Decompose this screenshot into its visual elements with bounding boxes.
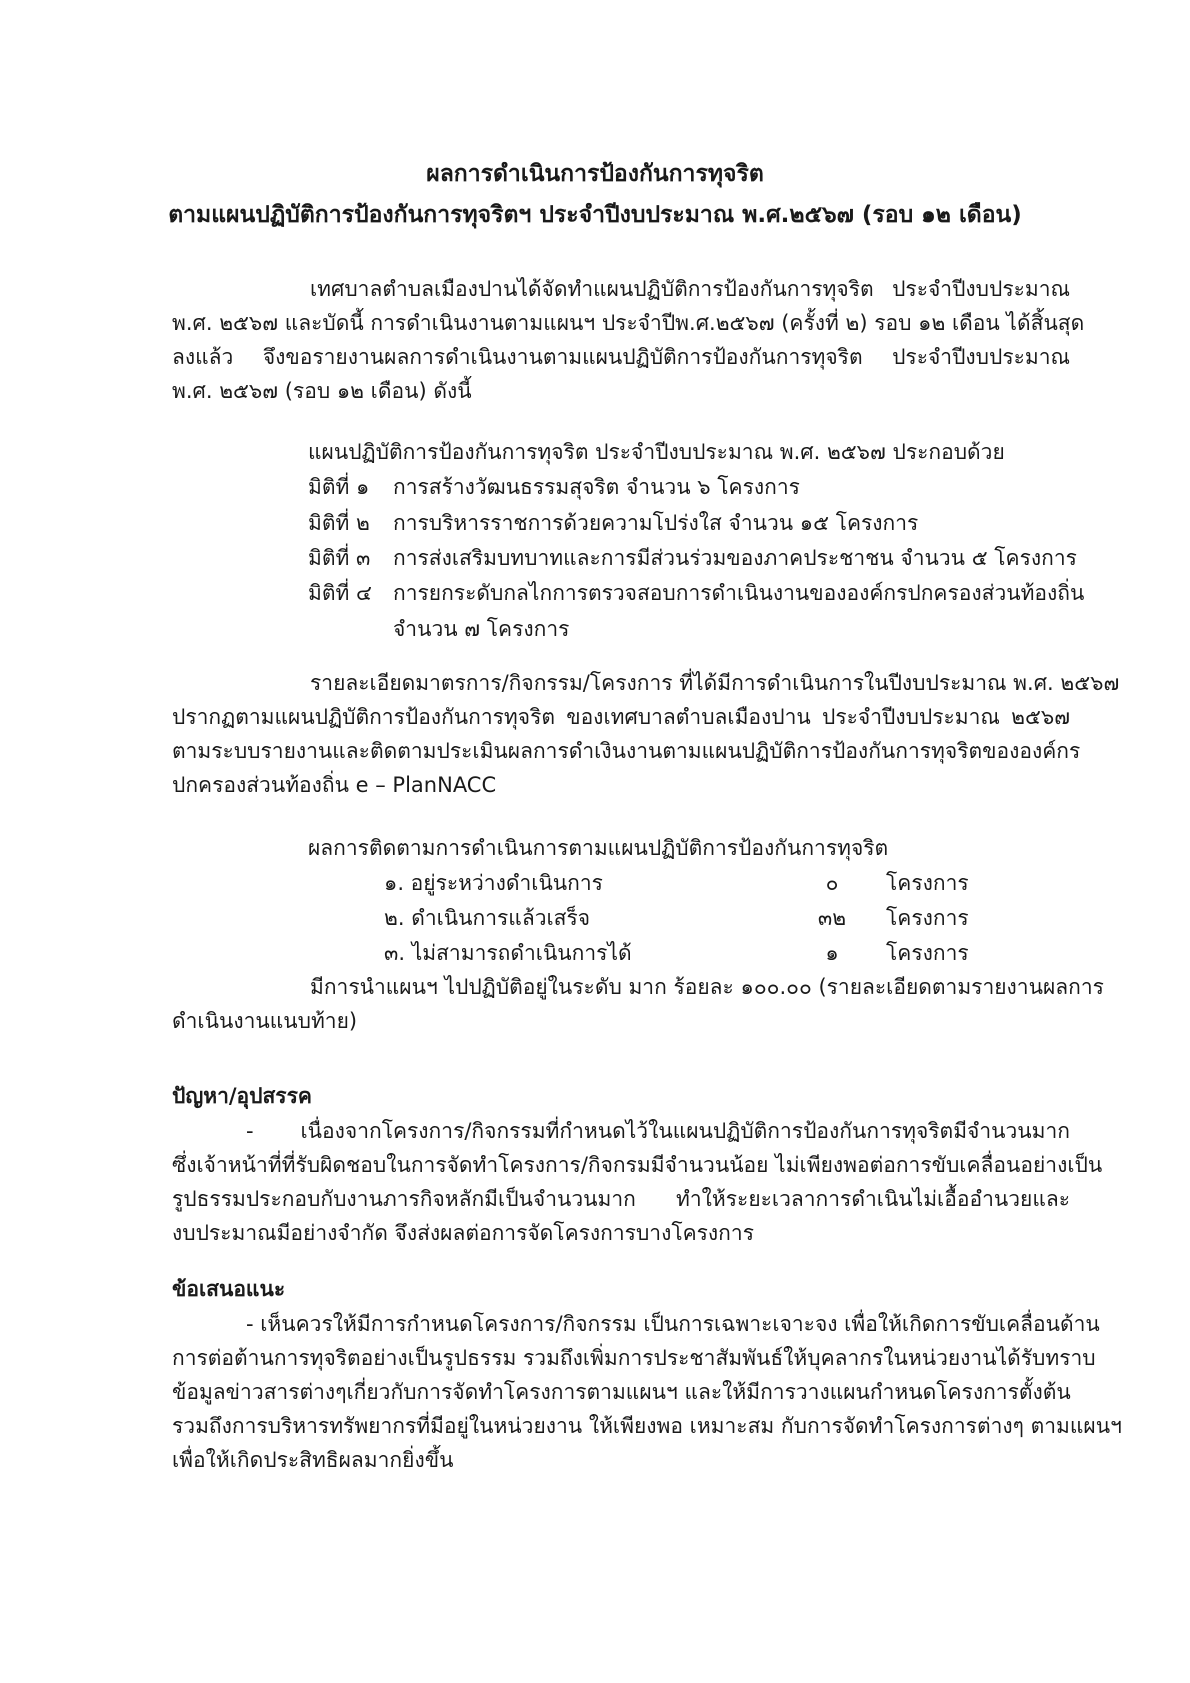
problems-line: ซึ่งเจ้าหน้าที่ที่รับผิดชอบในการจัดทำโครงการ/กิจกรมมีจำนวนน้อย ไม่เพียงพอต่อการขับเคลื่อนอย่างเป็น: [172, 1153, 1103, 1177]
suggestions-line: ข้อมูลข่าวสารต่างๆเกี่ยวกับการจัดทำโครงการตามแผนฯ และให้มีการวางแผนกำหนดโครงการตั้งต้น: [172, 1380, 1071, 1404]
problems-paragraph: [172, 1114, 1103, 1250]
suggestions-line: - เห็นควรให้มีการกำหนดโครงการ/กิจกรรม เป็นการเฉพาะเจาะจง เพื่อให้เกิดการขับเคลื่อนด้าน: [246, 1312, 1100, 1336]
dimension-label: มิติที่ ๑: [308, 475, 370, 499]
details-line: ปรากฏตามแผนปฏิบัติการป้องกันการทุจริต ของเทศบาลตำบลเมืองปาน ประจำปีงบประมาณ ๒๕๖๗: [172, 705, 1070, 729]
dimension-text: การบริหารราชการด้วยความโปร่งใส จำนวน ๑๕ โครงการ: [393, 511, 919, 535]
summary-line: มีการนำแผนฯ ไปปฏิบัติอยู่ในระดับ มาก ร้อยละ ๑๐๐.๐๐ (รายละเอียดตามรายงานผลการ: [310, 975, 1104, 999]
intro-paragraph: [172, 272, 1085, 408]
dimension-label: มิติที่ ๓: [308, 546, 371, 570]
intro-line: ลงแล้ว จึงขอรายงานผลการดำเนินงานตามแผนปฏิบัติการป้องกันการทุจริต ประจำปีงบประมาณ: [172, 345, 1070, 369]
suggestions-line: การต่อต้านการทุจริตอย่างเป็นรูปธรรม รวมถึงเพิ่มการประชาสัมพันธ์ให้บุคลากรในหน่วยงานได้รับทราบ: [172, 1346, 1096, 1370]
details-paragraph: [172, 666, 1120, 802]
details-line: ปกครองส่วนท้องถิ่น e – PlanNACC: [172, 773, 497, 797]
result-label: ๒. ดำเนินการแล้วเสร็จ: [384, 906, 591, 930]
result-count: ๑: [825, 941, 839, 965]
result-count: ๓๒: [817, 906, 847, 930]
suggestions-line: รวมถึงการบริหารทรัพยากรที่มีอยู่ในหน่วยงาน ให้เพียงพอ เหมาะสม กับการจัดทำโครงการต่างๆ ตามแผนฯ: [172, 1414, 1122, 1438]
dimension-label: มิติที่ ๒: [308, 511, 370, 535]
dimension-label: มิติที่ ๔: [308, 581, 372, 605]
dimension-text-continued: จำนวน ๗ โครงการ: [393, 617, 570, 641]
intro-line: เทศบาลตำบลเมืองปานได้จัดทำแผนปฏิบัติการป้องกันการทุจริต ประจำปีงบประมาณ: [310, 277, 1070, 301]
problems-heading: ปัญหา/อุปสรรค: [172, 1084, 312, 1108]
result-unit: โครงการ: [886, 871, 969, 895]
results-heading: ผลการติดตามการดำเนินการตามแผนปฏิบัติการป้องกันการทุจริต: [308, 836, 889, 860]
plan-heading: แผนปฏิบัติการป้องกันการทุจริต ประจำปีงบประมาณ พ.ศ. ๒๕๖๗ ประกอบด้วย: [308, 440, 1005, 464]
dimension-text: การสร้างวัฒนธรรมสุจริต จำนวน ๖ โครงการ: [393, 475, 800, 499]
document-title: ผลการดำเนินการป้องกันการทุจริต: [426, 161, 764, 187]
intro-line: พ.ศ. ๒๕๖๗ (รอบ ๑๒ เดือน) ดังนี้: [172, 379, 472, 403]
document-subtitle: ตามแผนปฏิบัติการป้องกันการทุจริตฯ ประจำปีงบประมาณ พ.ศ.๒๕๖๗ (รอบ ๑๒ เดือน): [168, 202, 1022, 228]
intro-line: พ.ศ. ๒๕๖๗ และบัดนี้ การดำเนินงานตามแผนฯ ประจำปีพ.ศ.๒๕๖๗ (ครั้งที่ ๒) รอบ ๑๒ เดือน ได้สิ้นสุด: [172, 311, 1085, 335]
suggestions-paragraph: [172, 1307, 1122, 1477]
result-label: ๑. อยู่ระหว่างดำเนินการ: [384, 871, 603, 895]
problems-line: งบประมาณมีอย่างจำกัด จึงส่งผลต่อการจัดโครงการบางโครงการ: [172, 1221, 754, 1245]
results-summary: [172, 970, 1104, 1038]
details-line: ตามระบบรายงานและติดตามประเมินผลการดำเงินงานตามแผนปฏิบัติการป้องกันการทุจริตขององค์กร: [172, 739, 1081, 763]
dimension-text: การส่งเสริมบทบาทและการมีส่วนร่วมของภาคประชาชน จำนวน ๕ โครงการ: [393, 546, 1077, 570]
problems-line: - เนื่องจากโครงการ/กิจกรรมที่กำหนดไว้ในแผนปฏิบัติการป้องกันการทุจริตมีจำนวนมาก: [246, 1119, 1070, 1143]
result-label: ๓. ไม่สามารถดำเนินการได้: [384, 941, 632, 965]
problems-line: รูปธรรมประกอบกับงานภารกิจหลักมีเป็นจำนวนมาก ทำให้ระยะเวลาการดำเนินไม่เอื้ออำนวยและ: [172, 1187, 1070, 1211]
details-line: รายละเอียดมาตรการ/กิจกรรม/โครงการ ที่ได้มีการดำเนินการในปีงบประมาณ พ.ศ. ๒๕๖๗: [310, 671, 1120, 695]
summary-line: ดำเนินงานแนบท้าย): [172, 1009, 358, 1033]
result-unit: โครงการ: [886, 906, 969, 930]
result-count: ๐: [825, 871, 839, 895]
suggestions-line: เพื่อให้เกิดประสิทธิผลมากยิ่งขึ้น: [172, 1448, 454, 1472]
suggestions-heading: ข้อเสนอแนะ: [172, 1277, 286, 1301]
result-unit: โครงการ: [886, 941, 969, 965]
dimension-text: การยกระดับกลไกการตรวจสอบการดำเนินงานขององค์กรปกครองส่วนท้องถิ่น: [393, 581, 1085, 605]
